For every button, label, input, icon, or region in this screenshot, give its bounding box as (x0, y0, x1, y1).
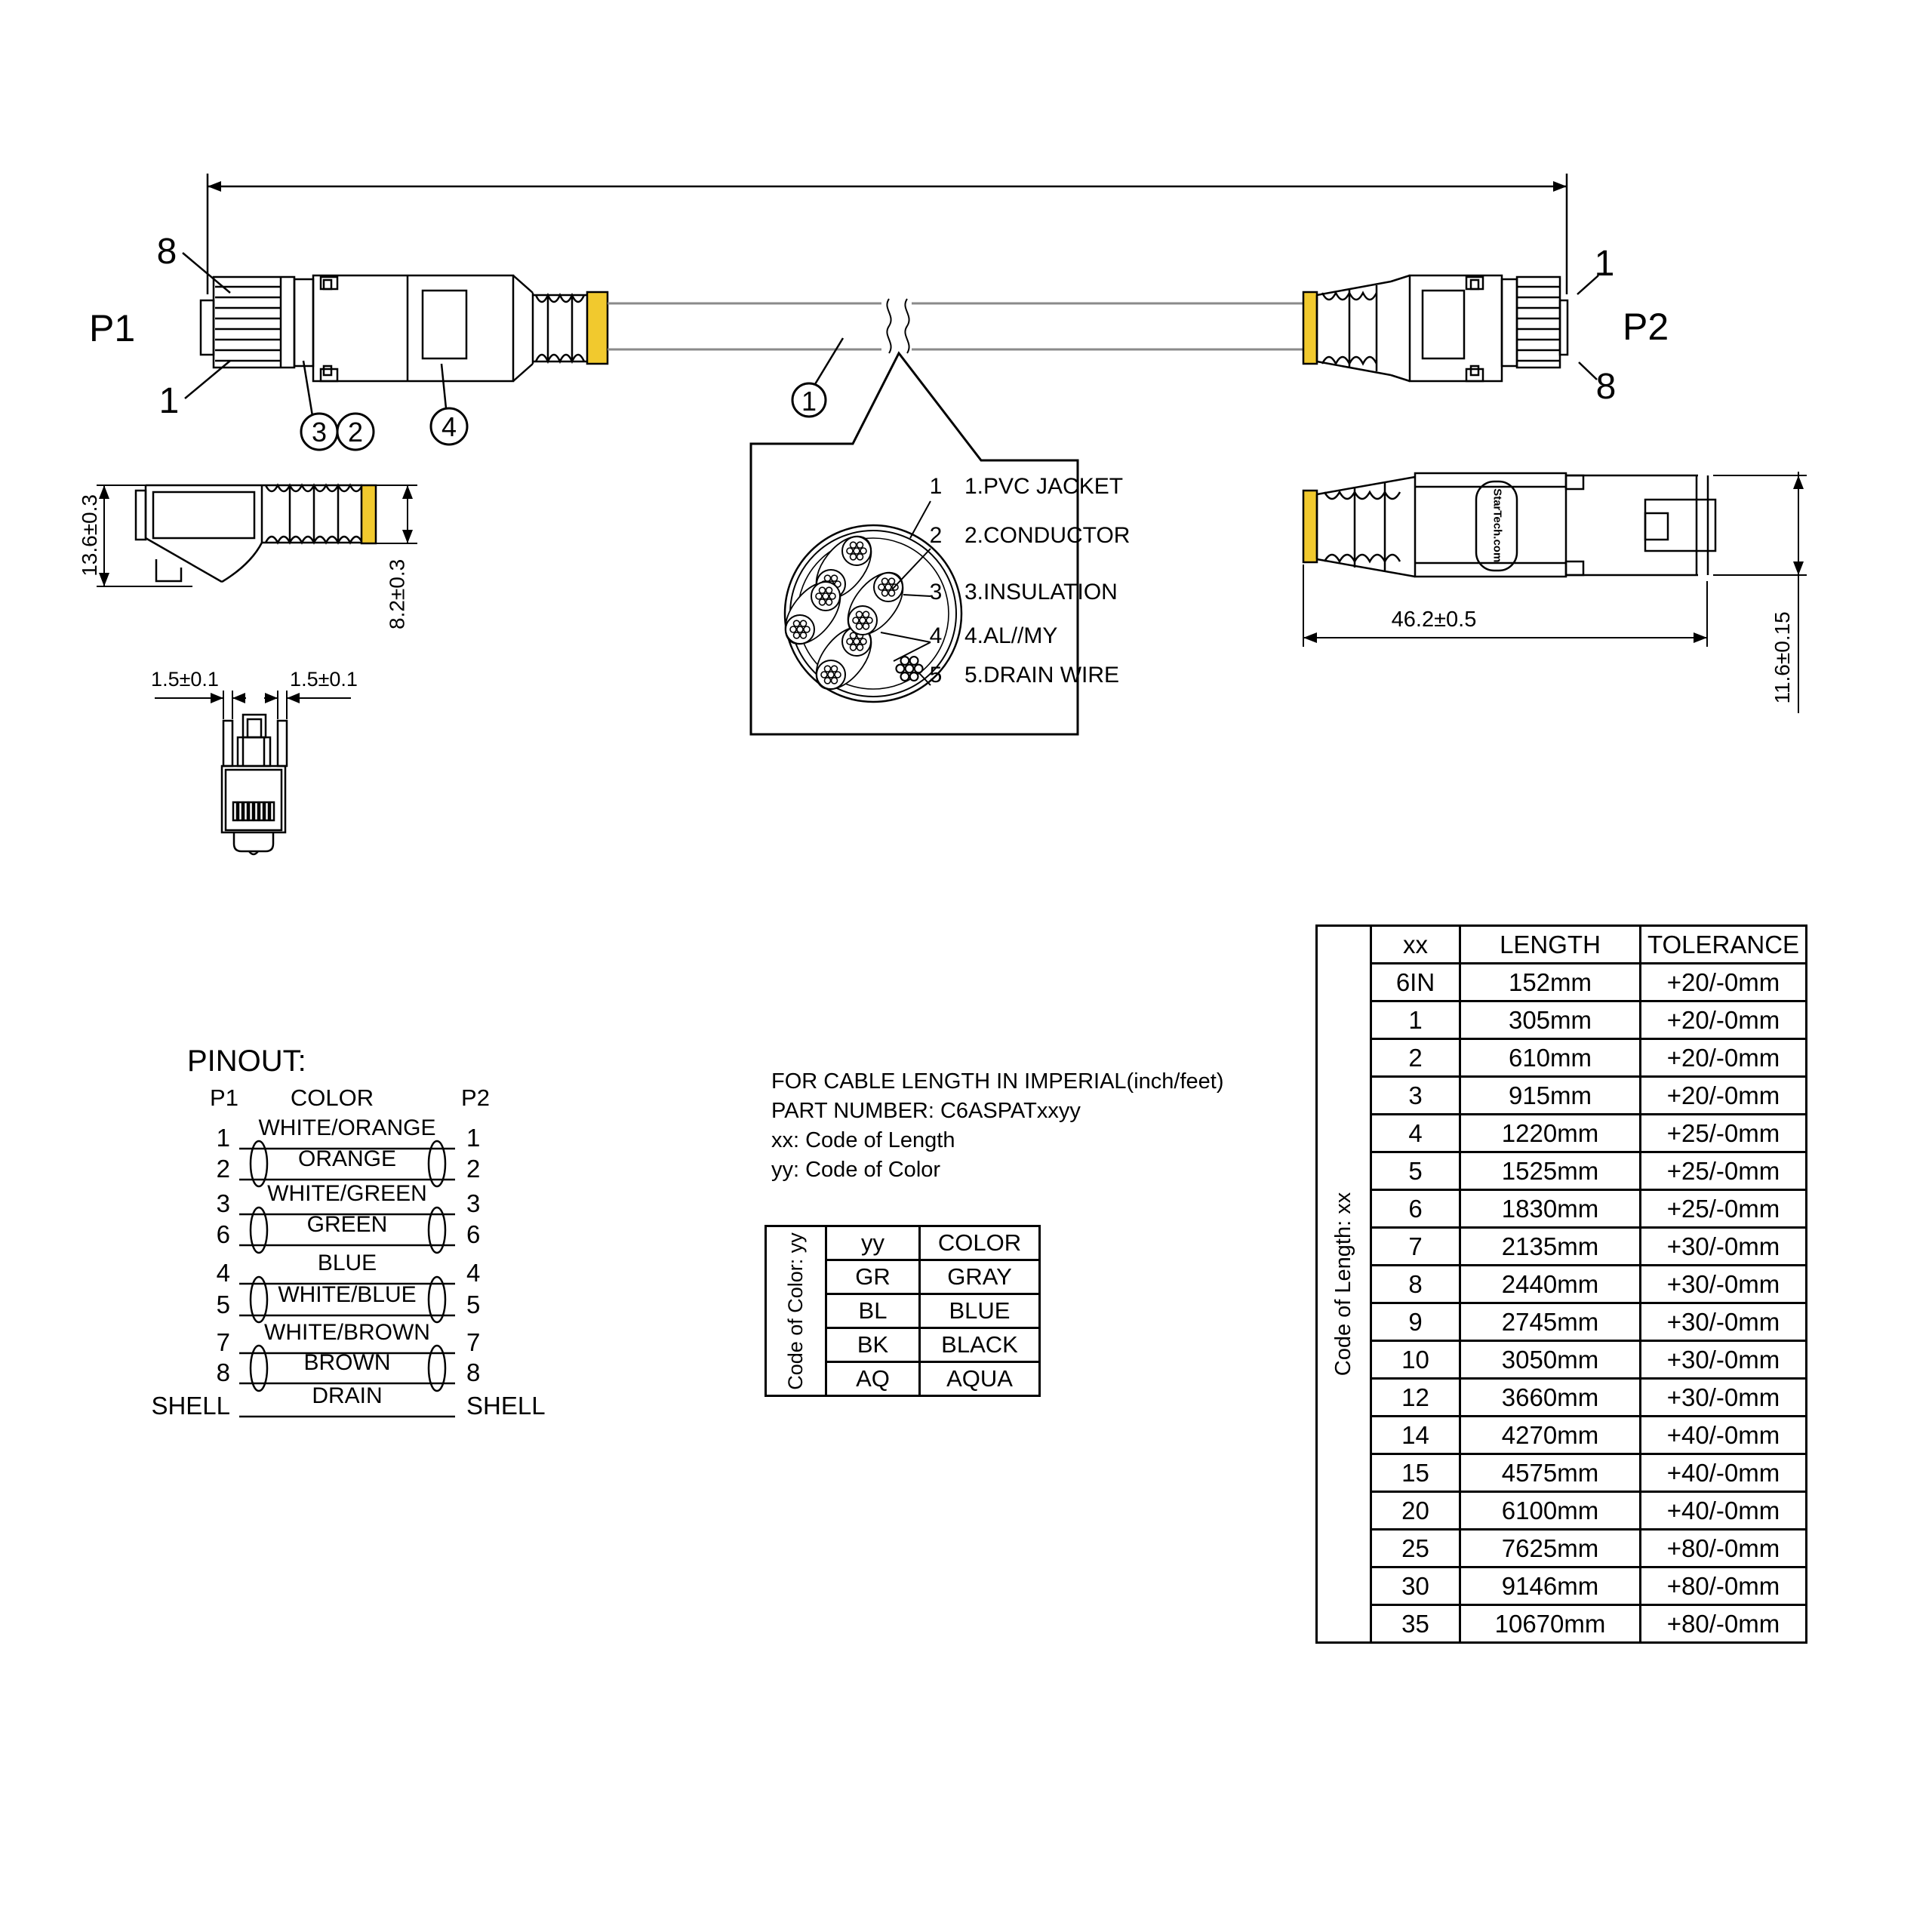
pinout-right-pin: 1 (466, 1124, 481, 1152)
balloon-2-number: 2 (347, 417, 364, 448)
length-code: 35 (1371, 1605, 1460, 1643)
length-code: 14 (1371, 1417, 1460, 1454)
length-value: 1525mm (1460, 1152, 1641, 1190)
length-value: 1830mm (1460, 1190, 1641, 1228)
pinout-wire-color: ORANGE (297, 1146, 397, 1171)
pinout-wire-color: BLUE (317, 1251, 377, 1275)
dim-top-length: 46.2±0.5 (1391, 608, 1477, 632)
pinout-right-pin: 6 (466, 1220, 481, 1248)
length-tolerance: +30/-0mm (1641, 1266, 1807, 1303)
pinout-right-pin: 7 (466, 1328, 481, 1356)
length-code: 4 (1371, 1115, 1460, 1152)
pinout-left-shell: SHELL (151, 1392, 230, 1420)
cable-break-marks (887, 299, 909, 353)
length-code: 8 (1371, 1266, 1460, 1303)
length-value: 4270mm (1460, 1417, 1641, 1454)
top-view-drawing (1303, 473, 1715, 577)
pinout-left-pin: 4 (216, 1259, 230, 1287)
length-code: 1 (1371, 1001, 1460, 1039)
pinout-right-pin: 3 (466, 1189, 481, 1217)
color-table-header-color: COLOR (920, 1226, 1040, 1260)
front-view-drawing (222, 715, 287, 854)
length-tolerance: +30/-0mm (1641, 1303, 1807, 1341)
length-tolerance: +80/-0mm (1641, 1567, 1807, 1605)
length-code: 15 (1371, 1454, 1460, 1492)
length-tolerance: +20/-0mm (1641, 964, 1807, 1001)
pinout-header-p2: P2 (461, 1084, 490, 1111)
length-code: 5 (1371, 1152, 1460, 1190)
pinout-header-p1: P1 (210, 1084, 238, 1111)
pinout-left-pin: 6 (216, 1220, 230, 1248)
legend-num-2: 2 (929, 523, 943, 548)
length-code: 3 (1371, 1077, 1460, 1115)
pinout-wire-color: WHITE/ORANGE (258, 1115, 436, 1140)
pinout-left-pin: 8 (216, 1358, 230, 1386)
color-table-header-yy: yy (826, 1226, 920, 1260)
length-tolerance: +40/-0mm (1641, 1454, 1807, 1492)
color-code: GR (826, 1260, 920, 1294)
color-name: AQUA (920, 1362, 1040, 1396)
dim-top-height: 11.6±0.15 (1770, 611, 1795, 704)
length-tolerance: +25/-0mm (1641, 1115, 1807, 1152)
balloon-circles (301, 383, 826, 450)
pinout-wire-color: WHITE/GREEN (267, 1181, 427, 1206)
length-code: 25 (1371, 1530, 1460, 1567)
note-part-number: PART NUMBER: C6ASPATxxyy (771, 1099, 1081, 1123)
dim-side-height: 13.6±0.3 (78, 494, 102, 577)
length-table-sidebar: Code of Length: xx (1317, 926, 1371, 1643)
length-code-table (1315, 924, 1807, 1644)
length-tolerance: +30/-0mm (1641, 1341, 1807, 1379)
pinout-wire-color: WHITE/BLUE (278, 1282, 417, 1307)
length-tolerance: +30/-0mm (1641, 1228, 1807, 1266)
length-value: 2440mm (1460, 1266, 1641, 1303)
pinout-left-pin: 3 (216, 1189, 230, 1217)
length-code: 10 (1371, 1341, 1460, 1379)
top-view-dimensions (1303, 472, 1807, 713)
balloon-1-number: 1 (801, 386, 817, 417)
pinout-left-pin: 7 (216, 1328, 230, 1356)
pinout-header-color: COLOR (290, 1084, 374, 1111)
pinout-left-pin: 2 (216, 1155, 230, 1183)
p2-pin8-callout: 8 (1595, 367, 1617, 407)
pinout-wire-color: DRAIN (312, 1383, 383, 1408)
note-imperial: FOR CABLE LENGTH IN IMPERIAL(inch/feet) (771, 1069, 1224, 1094)
cable-drawing (608, 303, 1303, 349)
length-value: 1220mm (1460, 1115, 1641, 1152)
length-value: 3050mm (1460, 1341, 1641, 1379)
pinout-wire-color: GREEN (306, 1212, 388, 1237)
balloon-4-number: 4 (441, 411, 457, 442)
pinout-right-pin: 4 (466, 1259, 481, 1287)
length-tolerance: +20/-0mm (1641, 1001, 1807, 1039)
length-code: 20 (1371, 1492, 1460, 1530)
balloon-3-number: 3 (311, 417, 328, 448)
pinout-wire-color: BROWN (303, 1350, 391, 1375)
color-code-table (764, 1225, 1041, 1397)
color-code: AQ (826, 1362, 920, 1396)
legend-num-1: 1 (929, 474, 943, 499)
length-value: 7625mm (1460, 1530, 1641, 1567)
length-value: 610mm (1460, 1039, 1641, 1077)
dim-tab-left: 1.5±0.1 (151, 668, 219, 691)
length-value: 4575mm (1460, 1454, 1641, 1492)
legend-num-5: 5 (929, 663, 943, 688)
pinout-wire-color: WHITE/BROWN (264, 1320, 430, 1345)
legend-label-1: 1.PVC JACKET (964, 474, 1124, 499)
legend-label-3: 3.INSULATION (964, 580, 1118, 605)
pinout-left-pin: 5 (216, 1291, 230, 1318)
length-header-tolerance: TOLERANCE (1641, 926, 1807, 964)
legend-label-5: 5.DRAIN WIRE (964, 663, 1120, 688)
legend-label-2: 2.CONDUCTOR (964, 523, 1131, 548)
length-value: 2135mm (1460, 1228, 1641, 1266)
color-name: BLUE (920, 1294, 1040, 1328)
length-value: 2745mm (1460, 1303, 1641, 1341)
p1-pin1-callout: 1 (158, 381, 180, 421)
pinout-title: PINOUT: (187, 1044, 306, 1078)
length-tolerance: +80/-0mm (1641, 1530, 1807, 1567)
length-value: 10670mm (1460, 1605, 1641, 1643)
length-code: 7 (1371, 1228, 1460, 1266)
pinout-right-pin: 8 (466, 1358, 481, 1386)
p1-label: P1 (89, 307, 136, 349)
length-code: 12 (1371, 1379, 1460, 1417)
pinout-right-shell: SHELL (466, 1392, 546, 1420)
legend-num-4: 4 (929, 623, 943, 648)
length-header-length: LENGTH (1460, 926, 1641, 964)
length-code: 6IN (1371, 964, 1460, 1001)
length-header-xx: xx (1371, 926, 1460, 964)
length-code: 6 (1371, 1190, 1460, 1228)
dim-boot-height: 8.2±0.3 (385, 558, 409, 630)
color-name: BLACK (920, 1328, 1040, 1362)
length-tolerance: +20/-0mm (1641, 1077, 1807, 1115)
length-tolerance: +40/-0mm (1641, 1417, 1807, 1454)
length-code: 9 (1371, 1303, 1460, 1341)
length-value: 6100mm (1460, 1492, 1641, 1530)
length-code: 30 (1371, 1567, 1460, 1605)
color-code: BL (826, 1294, 920, 1328)
p2-connector-drawing (1303, 275, 1567, 381)
length-value: 305mm (1460, 1001, 1641, 1039)
length-value: 152mm (1460, 964, 1641, 1001)
note-xx: xx: Code of Length (771, 1128, 955, 1152)
length-code: 2 (1371, 1039, 1460, 1077)
length-value: 915mm (1460, 1077, 1641, 1115)
length-tolerance: +40/-0mm (1641, 1492, 1807, 1530)
p1-pin8-callout: 8 (156, 232, 177, 272)
color-code: BK (826, 1328, 920, 1362)
length-tolerance: +80/-0mm (1641, 1605, 1807, 1643)
p2-label: P2 (1623, 306, 1669, 348)
pinout-left-pin: 1 (216, 1124, 230, 1152)
legend-label-4: 4.AL//MY (964, 623, 1058, 648)
color-name: GRAY (920, 1260, 1040, 1294)
length-tolerance: +25/-0mm (1641, 1152, 1807, 1190)
length-value: 3660mm (1460, 1379, 1641, 1417)
drain-wire-cluster (896, 657, 922, 681)
pinout-right-pin: 5 (466, 1291, 481, 1318)
length-tolerance: +20/-0mm (1641, 1039, 1807, 1077)
startech-logo: StarTech.com (1491, 488, 1504, 563)
color-table-sidebar: Code of Color: yy (766, 1226, 826, 1396)
legend-num-3: 3 (929, 580, 943, 605)
pinout-right-pin: 2 (466, 1155, 481, 1183)
length-tolerance: +25/-0mm (1641, 1190, 1807, 1228)
p2-pin1-callout: 1 (1594, 244, 1615, 284)
dim-tab-right: 1.5±0.1 (290, 668, 358, 691)
callout-leaders (183, 253, 1598, 416)
side-view-drawing (136, 485, 376, 582)
length-value: 9146mm (1460, 1567, 1641, 1605)
note-yy: yy: Code of Color (771, 1158, 941, 1182)
length-tolerance: +30/-0mm (1641, 1379, 1807, 1417)
p1-connector-drawing (201, 275, 608, 381)
